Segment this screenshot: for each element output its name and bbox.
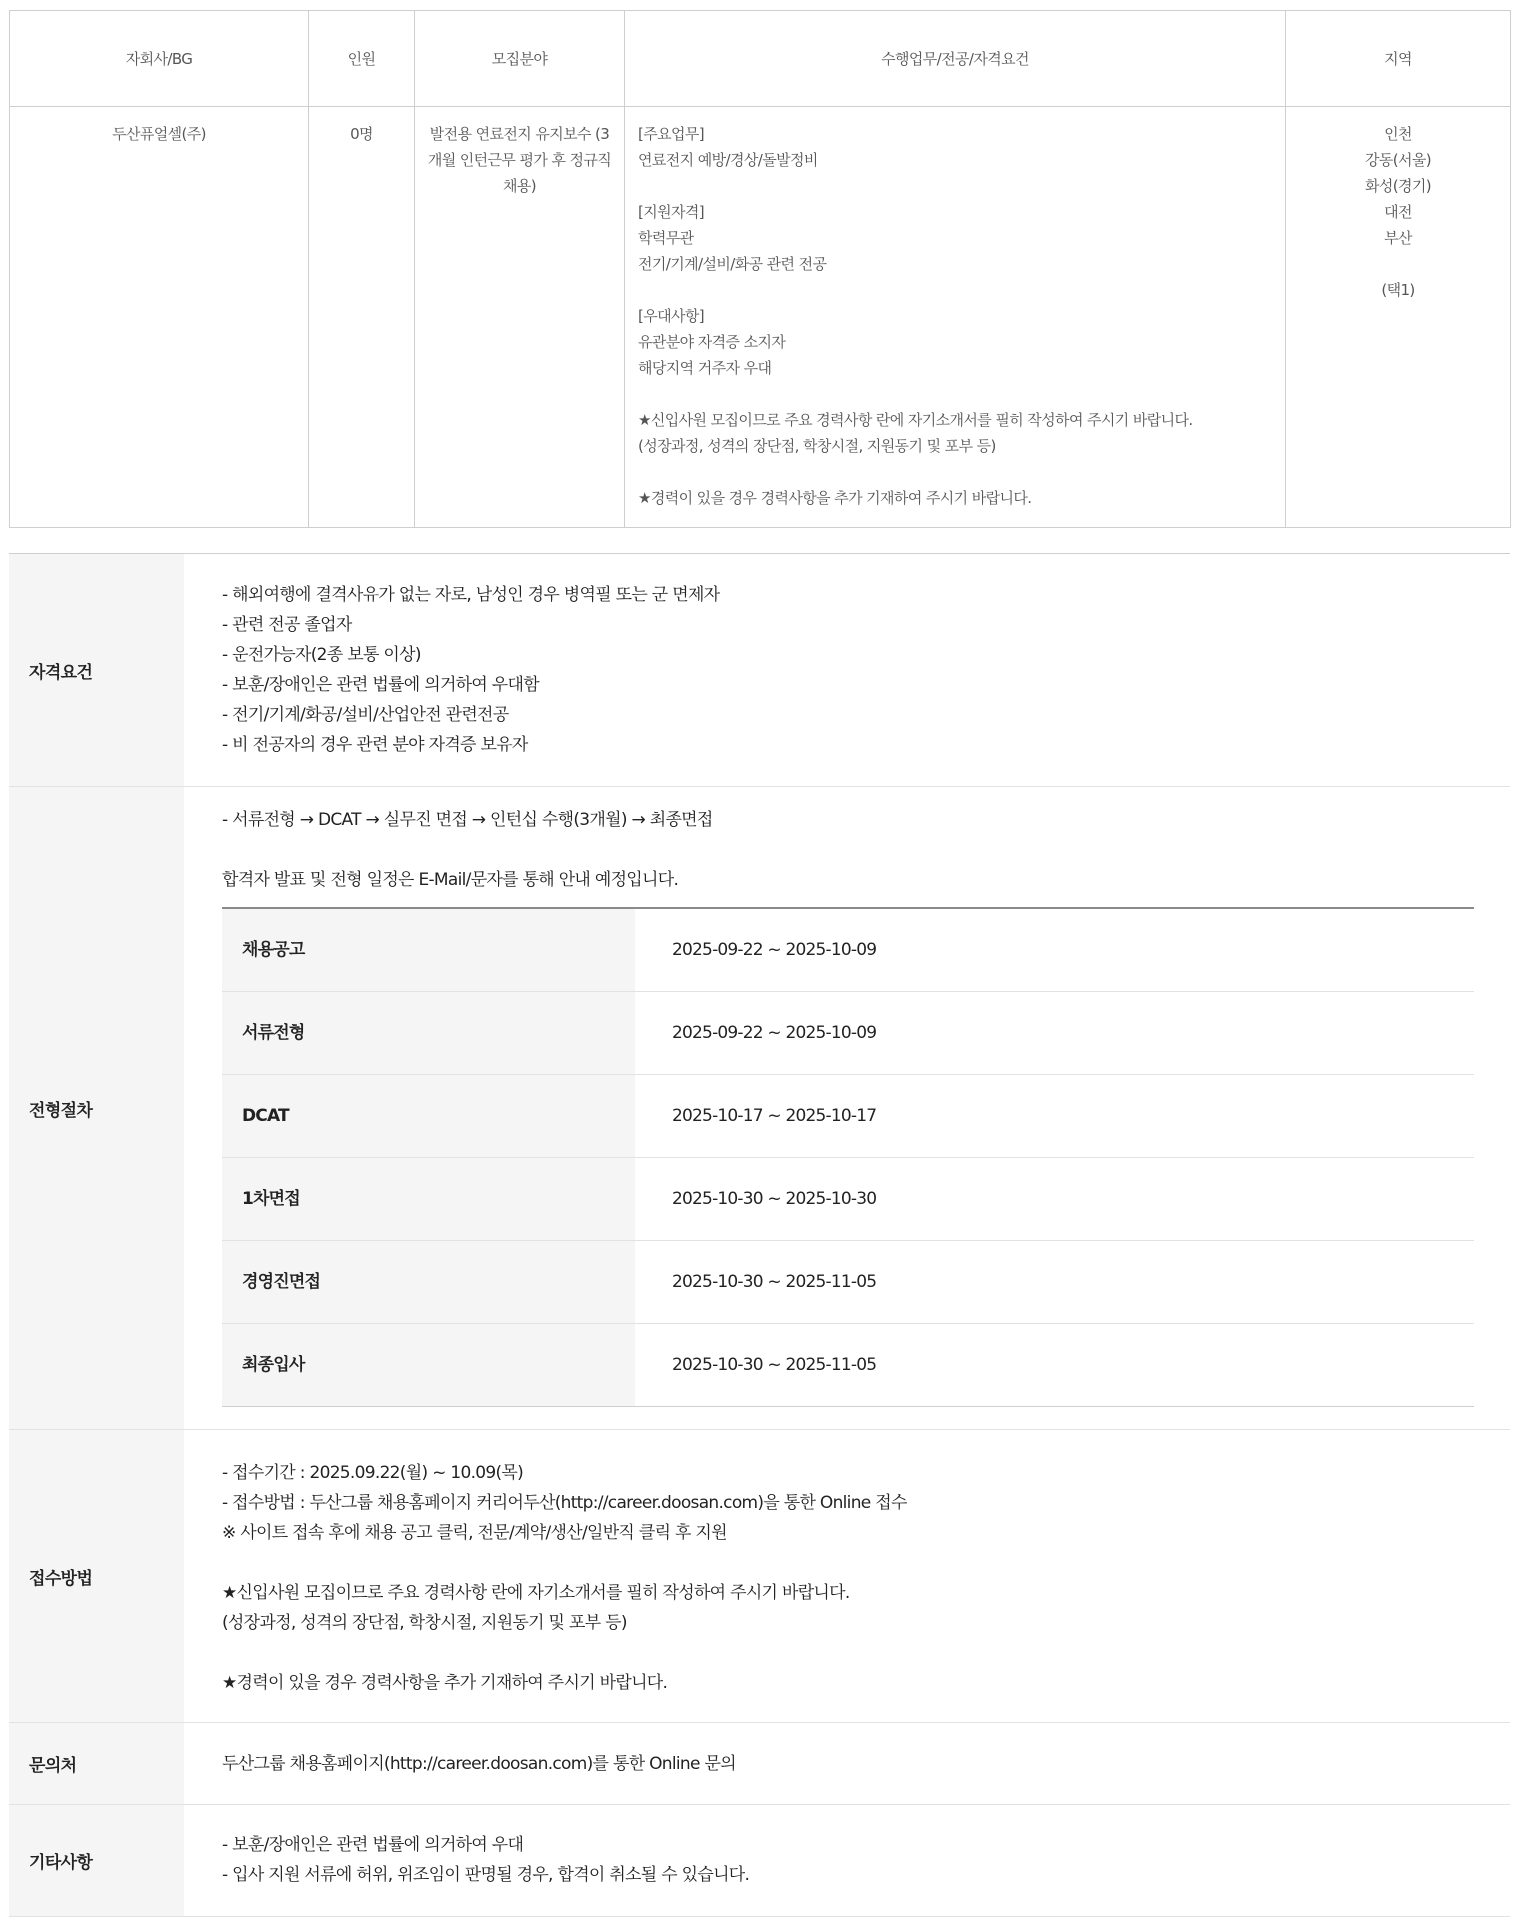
application-line: ※ 사이트 접속 후에 채용 공고 클릭, 전문/계약/생산/일반직 클릭 후 지원 <box>222 1523 727 1543</box>
schedule-step: DCAT <box>222 1075 635 1158</box>
duties-cell <box>625 107 1286 528</box>
contact-row <box>9 1723 1510 1805</box>
etc-content <box>184 1805 1510 1916</box>
process-content <box>184 787 1512 1429</box>
position-row <box>10 107 1511 528</box>
region-line: 강동(서울) <box>1364 151 1432 169</box>
headcount-cell: 0명 <box>309 107 415 528</box>
qualification-line: - 비 전공자의 경우 관련 분야 자격증 보유자 <box>222 735 528 755</box>
application-line <box>222 1638 1472 1668</box>
duties-line: (성장과정, 성격의 장단점, 학창시절, 지원동기 및 포부 등) <box>638 437 996 455</box>
region-line: 부산 <box>1384 229 1412 247</box>
etc-row <box>9 1805 1510 1917</box>
duties-line <box>638 381 1275 407</box>
etc-label: 기타사항 <box>9 1805 184 1916</box>
schedule-step: 채용공고 <box>222 908 635 992</box>
duties-line <box>638 459 1275 485</box>
application-label: 접수방법 <box>9 1430 184 1722</box>
schedule-step: 1차면접 <box>222 1158 635 1241</box>
qualification-content <box>184 554 1510 786</box>
position-table <box>9 10 1511 528</box>
recruitment-info <box>9 553 1510 1917</box>
qualification-line: - 운전가능자(2종 보통 이상) <box>222 645 421 665</box>
region-line <box>1286 251 1510 277</box>
duties-line: 해당지역 거주자 우대 <box>638 359 772 377</box>
duties-line: 유관분야 자격증 소지자 <box>638 333 786 351</box>
schedule-dates: 2025-10-30 ~ 2025-10-30 <box>635 1158 1474 1241</box>
region-cell <box>1286 107 1511 528</box>
process-notice: 합격자 발표 및 전형 일정은 E-Mail/문자를 통해 안내 예정입니다. <box>222 870 679 890</box>
region-line: 인천 <box>1384 125 1412 143</box>
duties-lines <box>638 121 1275 511</box>
qualification-row <box>9 554 1510 787</box>
duties-line <box>638 277 1275 303</box>
schedule-table <box>222 907 1474 1407</box>
schedule-dates: 2025-09-22 ~ 2025-10-09 <box>635 992 1474 1075</box>
header-region: 지역 <box>1286 11 1511 107</box>
header-company: 자회사/BG <box>10 11 309 107</box>
duties-line: [주요업무] <box>638 125 705 143</box>
process-label: 전형절차 <box>9 787 184 1429</box>
schedule-row <box>222 908 1474 992</box>
duties-line: [지원자격] <box>638 203 705 221</box>
schedule-step: 서류전형 <box>222 992 635 1075</box>
schedule-row <box>222 1324 1474 1407</box>
duties-line: [우대사항] <box>638 307 705 325</box>
etc-line: - 보훈/장애인은 관련 법률에 의거하여 우대 <box>222 1835 524 1855</box>
header-headcount: 인원 <box>309 11 415 107</box>
schedule-step: 경영진면접 <box>222 1241 635 1324</box>
qualification-label: 자격요건 <box>9 554 184 786</box>
application-line <box>222 1548 1472 1578</box>
process-flow: - 서류전형 → DCAT → 실무진 면접 → 인턴십 수행(3개월) → 최종면접 <box>222 810 713 830</box>
region-line: 화성(경기) <box>1364 177 1432 195</box>
contact-text: 두산그룹 채용홈페이지(http://career.doosan.com)를 통한 Online 문의 <box>222 1753 736 1774</box>
schedule-step: 최종입사 <box>222 1324 635 1407</box>
process-row <box>9 787 1510 1430</box>
region-lines <box>1286 121 1510 303</box>
application-line: ★경력이 있을 경우 경력사항을 추가 기재하여 주시기 바랍니다. <box>222 1673 668 1693</box>
schedule-dates: 2025-09-22 ~ 2025-10-09 <box>635 908 1474 992</box>
duties-line: 전기/기계/설비/화공 관련 전공 <box>638 255 827 273</box>
company-cell: 두산퓨얼셀(주) <box>10 107 309 528</box>
header-duties: 수행업무/전공/자격요건 <box>625 11 1286 107</box>
contact-content <box>184 1723 1510 1804</box>
header-field: 모집분야 <box>415 11 625 107</box>
field-cell: 발전용 연료전지 유지보수 (3개월 인턴근무 평가 후 정규직 채용) <box>415 107 625 528</box>
contact-label: 문의처 <box>9 1723 184 1804</box>
schedule-row <box>222 1075 1474 1158</box>
schedule-dates: 2025-10-30 ~ 2025-11-05 <box>635 1241 1474 1324</box>
application-line: - 접수방법 : 두산그룹 채용홈페이지 커리어두산(http://career.doosan.com)을 통한 Online 접수 <box>222 1493 907 1513</box>
qualification-line: - 보훈/장애인은 관련 법률에 의거하여 우대함 <box>222 675 539 695</box>
duties-line: ★경력이 있을 경우 경력사항을 추가 기재하여 주시기 바랍니다. <box>638 489 1032 507</box>
position-table-header <box>10 11 1511 107</box>
application-line: (성장과정, 성격의 장단점, 학창시절, 지원동기 및 포부 등) <box>222 1613 627 1633</box>
qualification-line: - 해외여행에 결격사유가 없는 자로, 남성인 경우 병역필 또는 군 면제자 <box>222 585 720 605</box>
application-row <box>9 1430 1510 1723</box>
application-line: - 접수기간 : 2025.09.22(월) ~ 10.09(목) <box>222 1463 524 1483</box>
duties-line: 학력무관 <box>638 229 694 247</box>
schedule-row <box>222 1241 1474 1324</box>
region-line: 대전 <box>1384 203 1412 221</box>
region-line: (택1) <box>1381 281 1415 299</box>
application-content <box>184 1430 1510 1722</box>
schedule-row <box>222 1158 1474 1241</box>
qualification-line: - 관련 전공 졸업자 <box>222 615 352 635</box>
schedule-dates: 2025-10-17 ~ 2025-10-17 <box>635 1075 1474 1158</box>
etc-line: - 입사 지원 서류에 허위, 위조임이 판명될 경우, 합격이 취소될 수 있습니다. <box>222 1865 750 1885</box>
duties-line <box>638 173 1275 199</box>
schedule-row <box>222 992 1474 1075</box>
duties-line: 연료전지 예방/경상/돌발정비 <box>638 151 818 169</box>
qualification-line: - 전기/기계/화공/설비/산업안전 관련전공 <box>222 705 509 725</box>
duties-line: ★신입사원 모집이므로 주요 경력사항 란에 자기소개서를 필히 작성하여 주시기 바랍니다. <box>638 411 1193 429</box>
application-line: ★신입사원 모집이므로 주요 경력사항 란에 자기소개서를 필히 작성하여 주시기 바랍니다. <box>222 1583 850 1603</box>
schedule-dates: 2025-10-30 ~ 2025-11-05 <box>672 1355 877 1375</box>
